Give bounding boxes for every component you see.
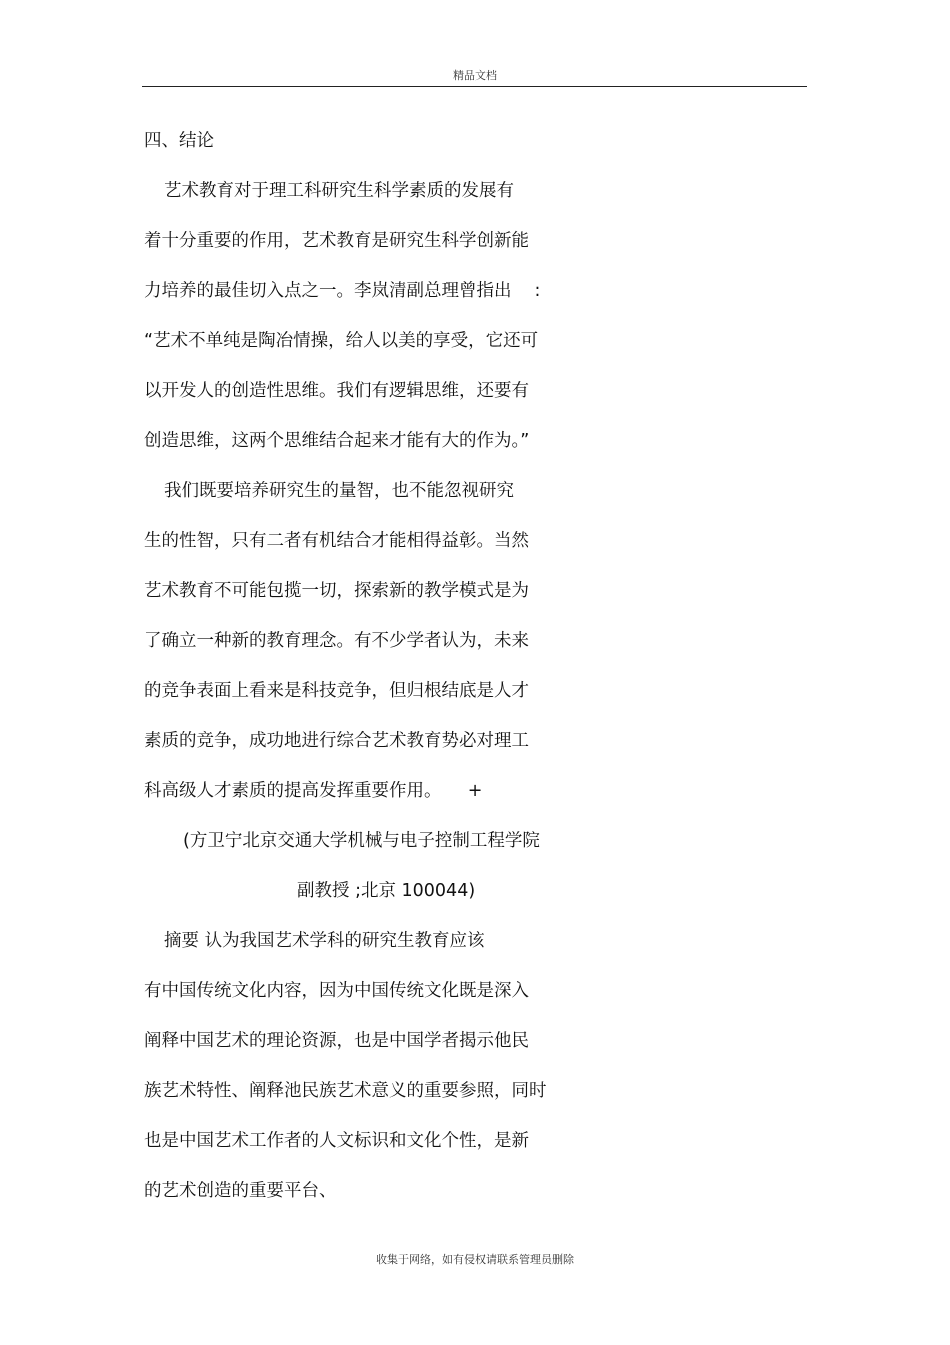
paragraph-line: 有中国传统文化内容，因为中国传统文化既是深入 xyxy=(144,981,529,1001)
paragraph-line: 素质的竞争，成功地进行综合艺术教育势必对理工 xyxy=(144,731,529,751)
affiliation-line: (方卫宁北京交通大学机械与电子控制工程学院 xyxy=(183,831,540,851)
paragraph-line: “艺术不单纯是陶冶情操，给人以美的享受，它还可 xyxy=(144,331,539,351)
paragraph-line: 我们既要培养研究生的量智，也不能忽视研究 xyxy=(164,481,514,501)
paragraph-line: 科高级人才素质的提高发挥重要作用。 + xyxy=(144,781,483,801)
paragraph-line: 艺术教育不可能包揽一切，探索新的教学模式是为 xyxy=(144,581,529,601)
section-heading: 四、结论 xyxy=(144,131,214,151)
paragraph-line: 也是中国艺术工作者的人文标识和文化个性，是新 xyxy=(144,1131,529,1151)
paragraph-line: 族艺术特性、阐释池民族艺术意义的重要参照，同时 xyxy=(144,1081,547,1101)
affiliation-line: 副教授 ;北京 100044) xyxy=(297,881,476,901)
paragraph-line: 创造思维，这两个思维结合起来才能有大的作为。” xyxy=(144,431,530,451)
page-footer-label: 收集于网络，如有侵权请联系管理员删除 xyxy=(376,1253,574,1266)
paragraph-line: 阐释中国艺术的理论资源，也是中国学者揭示他民 xyxy=(144,1031,529,1051)
paragraph-line: 的竞争表面上看来是科技竞争，但归根结底是人才 xyxy=(144,681,529,701)
page-header-label: 精品文档 xyxy=(453,69,497,82)
paragraph-line: 摘要 认为我国艺术学科的研究生教育应该 xyxy=(164,931,485,951)
paragraph-line: 的艺术创造的重要平台、 xyxy=(144,1181,337,1201)
paragraph-line: 生的性智，只有二者有机结合才能相得益彰。当然 xyxy=(144,531,529,551)
paragraph-line: 力培养的最佳切入点之一。李岚清副总理曾指出 : xyxy=(144,281,541,301)
paragraph-line: 以开发人的创造性思维。我们有逻辑思维，还要有 xyxy=(144,381,529,401)
paragraph-line: 艺术教育对于理工科研究生科学素质的发展有 xyxy=(164,181,514,201)
header-divider xyxy=(142,86,807,87)
paragraph-line: 了确立一种新的教育理念。有不少学者认为，未来 xyxy=(144,631,529,651)
paragraph-line: 着十分重要的作用，艺术教育是研究生科学创新能 xyxy=(144,231,529,251)
